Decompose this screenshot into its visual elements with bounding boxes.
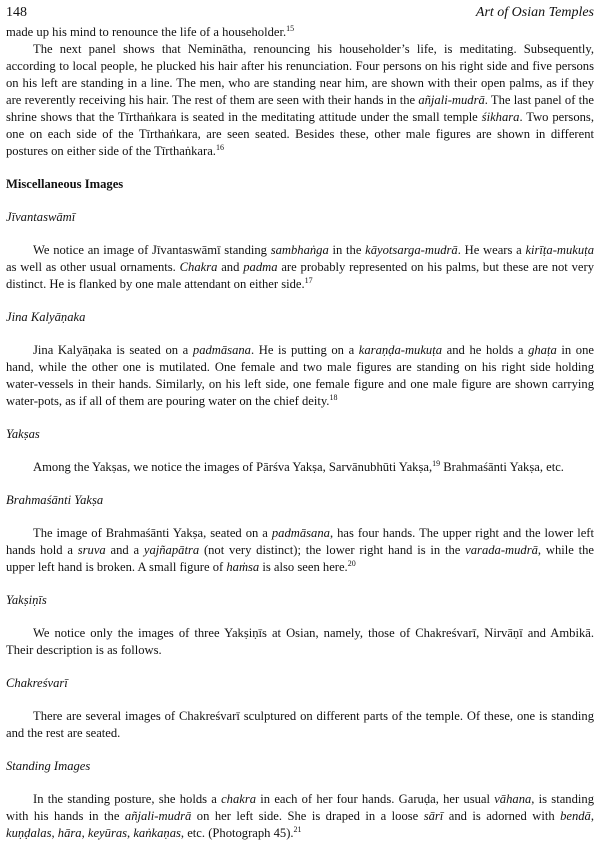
paragraph-chakresvari: There are several images of Chakreśvarī sculptured on different parts of the temple. Of these, one is standing and the rest are seated. [6,709,594,740]
paragraph-yaksas: Among the Yakṣas, we notice the images of Pārśva Yakṣa, Sarvānubhūti Yakṣa,$^{19}$ Brahmaśānti Yakṣa, etc. [33,458,564,474]
paragraph-standing-images: In the standing posture, she holds a chakra in each of her four hands. Garuḍa, her usual vāhana, is standing with his hands in the añjali-mudrā on her left side. She is draped in a loose sārī and is adorned with bendā, kuṇḍalas, hāra, keyūras, kaṅkaṇas, etc. (Photograph 45).$^{21}$ [6,792,594,840]
subheading-yaksinis: Yakṣiṇīs [6,593,47,607]
subheading-jivantaswami: Jīvantaswāmī [6,210,76,224]
page-header [6,4,594,22]
paragraph-jina-kalyanaka: Jina Kalyāṇaka is seated on a padmāsana. He is putting on a karaṇḍa-mukuṭa and he holds a ghaṭa in one hand, while the other one is mutilated. One female and two male figures are standing on his right side holding water-vessels in their hands. Similarly, on his left side, one female figure and one male figure are shown carrying water-pots, as if all of them are pouring water on the chief deity.$^{18}$ [6,343,594,408]
page-number: 148 [6,5,27,20]
paragraph-continuation: made up his mind to renounce the life of a householder.$^{15}$ [6,23,295,39]
paragraph-neminatha-panel: The next panel shows that Neminātha, renouncing his householder’s life, is meditating. Subsequently, according to local people, he plucked his hair after his renunciation. Four persons on his right side and five persons on his left are standing in a line. The men, who are standing near him, are shown with their open palms, as if they are reverently receiving his hair. The rest of them are seen with their hands in the añjali-mudrā. The last panel of the shrine shows that the Tīrthaṅkara is seated in the meditating attitude under the small temple śikhara. Two persons, one on each side of the Tīrthaṅkara, are seen seated. Besides these, other male figures are shown in different postures on either side of the Tīrthaṅkara.$^{16}$ [6,42,594,158]
paragraph-yaksinis: We notice only the images of three Yakṣiṇīs at Osian, namely, those of Chakreśvarī, Nirvāṇī and Ambikā. Their description is as follows. [6,626,594,657]
subheading-brahmasanti-yaksa: Brahmaśānti Yakṣa [6,493,104,507]
running-title: Art of Osian Temples [475,5,594,20]
subheading-standing-images: Standing Images [6,759,91,773]
section-heading-miscellaneous-images: Miscellaneous Images [6,177,124,191]
subheading-jina-kalyanaka: Jina Kalyāṇaka [6,310,86,324]
paragraph-jivantaswami: We notice an image of Jīvantaswāmī standing sambhaṅga in the kāyotsarga-mudrā. He wears a kirīṭa-mukuṭa as well as other usual ornaments. Chakra and padma are probably represented on his palms, but these are not very distinct. He is flanked by one male attendant on either side.$^{17}$ [6,243,595,291]
subheading-yaksas: Yakṣas [6,427,40,441]
paragraph-brahmasanti-yaksa: The image of Brahmaśānti Yakṣa, seated on a padmāsana, has four hands. The upper right and the lower left hands hold a sruva and a yajñapātra (not very distinct); the lower right hand is in the varada-mudrā, while the upper left hand is broken. A small figure of haṁsa is also seen here.$^{20}$ [6,526,595,574]
subheading-chakresvari: Chakreśvarī [6,676,68,690]
